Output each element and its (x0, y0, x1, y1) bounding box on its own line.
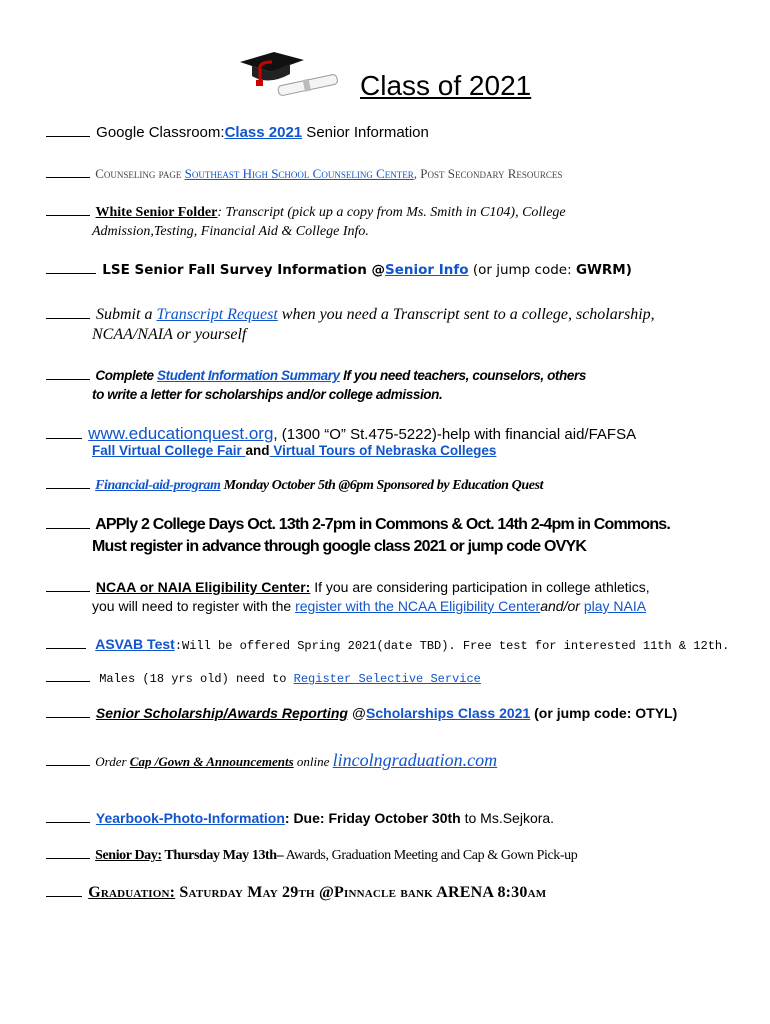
item-apply-2-college-days: APPly 2 College Days Oct. 13th 2-7pm in Commons & Oct. 14th 2-4pm in Commons. (46, 516, 670, 534)
yearbook-photo-link[interactable]: Yearbook-Photo-Information (95, 810, 285, 826)
asvab-test-link[interactable]: ASVAB Test (95, 636, 175, 652)
apply-line-2: Must register in advance through google class 2021 or jump code OVYK (92, 538, 587, 555)
item-asvab: ASVAB Test:Will be offered Spring 2021(date TBD). Free test for interested 11th & 12th. (46, 636, 729, 653)
transcript-request-link[interactable]: Transcript Request (156, 306, 278, 323)
student-info-summary-link[interactable]: Student Information Summary (157, 368, 340, 383)
item-student-info-summary: Complete Student Information Summary If you need teachers, counselors, others (46, 368, 586, 383)
folder-line-2: Admission,Testing, Financial Aid & College Info. (92, 224, 369, 239)
item-cap-gown: Order Cap /Gown & Announcements online lincolngraduation.com (46, 750, 497, 771)
item-senior-survey: LSE Senior Fall Survey Information @Senior Info (or jump code: GWRM) (46, 262, 632, 278)
item-ncaa-naia: NCAA or NAIA Eligibility Center: If you are considering participation in college athletics, (46, 579, 650, 595)
checkbox-blank (46, 175, 90, 178)
checkbox-blank (46, 271, 96, 274)
checkbox-blank (46, 589, 90, 592)
graduation-cap-logo (238, 48, 348, 103)
checkbox-blank (46, 134, 90, 137)
page-title: Class of 2021 (360, 70, 532, 101)
senior-info-link[interactable]: Senior Info (385, 262, 469, 278)
item-education-quest: www.educationquest.org, (1300 “O” St.475-5222)-help with financial aid/FAFSA (46, 424, 636, 444)
virtual-college-fair-link[interactable]: Fall Virtual College Fair (92, 443, 246, 458)
item-graduation: Graduation: Saturday May 29th @Pinnacle bank ARENA 8:30am (46, 884, 546, 902)
counseling-center-link[interactable]: Southeast High School Counseling Center (184, 166, 414, 181)
checkbox-blank (46, 486, 90, 489)
summary-line-2: to write a letter for scholarships and/or college admission. (92, 387, 443, 402)
transcript-line-2: NCAA/NAIA or yourself (92, 326, 247, 343)
play-naia-link[interactable]: play NAIA (583, 598, 647, 614)
register-selective-service-link[interactable]: Register Selective Service (293, 672, 481, 686)
ncaa-eligibility-link[interactable]: register with the NCAA Eligibility Center (295, 598, 541, 614)
item-yearbook: Yearbook-Photo-Information: Due: Friday October 30th to Ms.Sejkora. (46, 810, 554, 826)
checkbox-blank (46, 715, 90, 718)
educationquest-link[interactable]: www.educationquest.org (88, 424, 274, 443)
virtual-tours-link[interactable]: Virtual Tours of Nebraska Colleges (269, 443, 497, 458)
item-transcript-request: Submit a Transcript Request when you need a Transcript sent to a college, scholarship, (46, 306, 655, 324)
item-scholarship-reporting: Senior Scholarship/Awards Reporting @Scholarships Class 2021 (or jump code: OTYL) (46, 705, 677, 721)
checkbox-blank (46, 526, 90, 529)
checkbox-blank (46, 856, 90, 859)
item-white-senior-folder: White Senior Folder: Transcript (pick up a copy from Ms. Smith in C104), College (46, 205, 566, 221)
class-2021-link[interactable]: Class 2021 (224, 124, 303, 141)
eq-line-2: Fall Virtual College Fair and Virtual Tours of Nebraska Colleges (92, 443, 497, 458)
lincolngraduation-link[interactable]: lincolngraduation.com (332, 750, 498, 770)
item-financial-aid-program: Financial-aid-program Monday October 5th @6pm Sponsored by Education Quest (46, 478, 543, 494)
checkbox-blank (46, 316, 90, 319)
financial-aid-program-link[interactable]: Financial-aid-program (95, 478, 221, 493)
checkbox-blank (46, 213, 90, 216)
item-counseling: Counseling page Southeast High School Counseling Center, Post Secondary Resources (46, 166, 562, 182)
item-senior-day: Senior Day: Thursday May 13th– Awards, Graduation Meeting and Cap & Gown Pick-up (46, 848, 577, 864)
ncaa-line-2: you will need to register with the register with the NCAA Eligibility Centerand/or play NAIA (92, 598, 647, 614)
checkbox-blank (46, 646, 86, 649)
checkbox-blank (46, 679, 90, 682)
item-google-classroom: Google Classroom:Class 2021 Senior Information (46, 124, 429, 141)
checkbox-blank (46, 377, 90, 380)
item-selective-service: Males (18 yrs old) need to Register Selective Service (46, 672, 481, 686)
checkbox-blank (46, 436, 82, 439)
scholarships-class-2021-link[interactable]: Scholarships Class 2021 (366, 705, 531, 721)
checkbox-blank (46, 763, 90, 766)
checkbox-blank (46, 820, 90, 823)
checkbox-blank (46, 894, 82, 897)
